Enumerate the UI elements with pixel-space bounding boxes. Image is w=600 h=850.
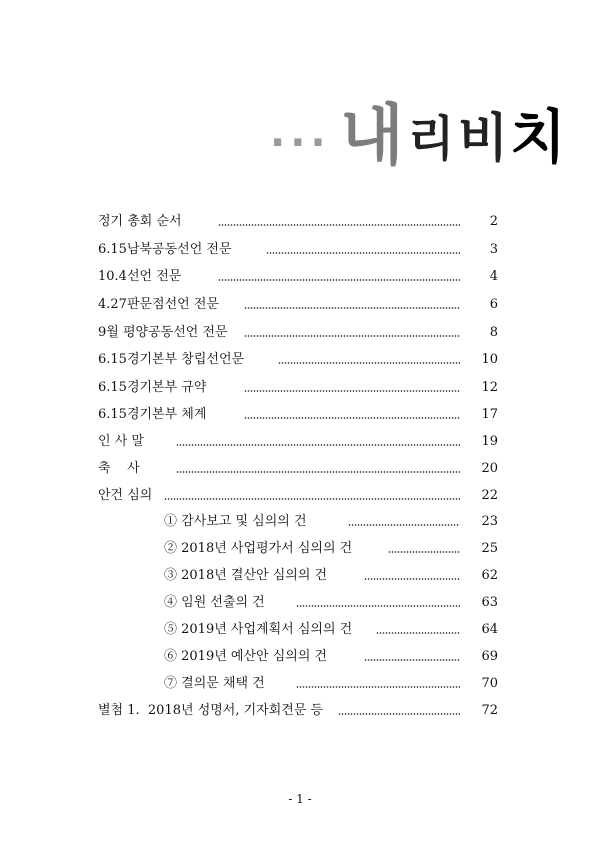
- toc-leader-dots: [348, 524, 460, 526]
- toc-page: 63: [481, 595, 498, 610]
- toc-label: 안건 심의: [98, 488, 153, 503]
- toc-entry[interactable]: [0, 432, 600, 452]
- toc-page: 64: [481, 622, 498, 637]
- toc-leader-dots: [266, 252, 460, 254]
- toc-leader-dots: [244, 307, 460, 309]
- toc-label: ② 2018년 사업평가서 심의의 건: [164, 541, 353, 556]
- toc-leader-dots: [296, 686, 460, 688]
- toc-entry[interactable]: [0, 295, 600, 315]
- toc-entry[interactable]: [0, 701, 600, 721]
- toc-label: ⑥ 2019년 예산안 심의의 건: [164, 649, 328, 664]
- toc-leader-dots: [176, 471, 460, 473]
- toc-leader-dots: [296, 605, 460, 607]
- toc-leader-dots: [278, 362, 460, 364]
- toc-entry[interactable]: [0, 620, 600, 640]
- toc-label: 6.15경기본부 창립선언문: [98, 352, 245, 367]
- toc-label: 4.27판문점선언 전문: [98, 297, 219, 312]
- toc-label: 인 사 말: [98, 434, 144, 449]
- toc-entry[interactable]: [0, 674, 600, 694]
- toc-entry[interactable]: [0, 486, 600, 506]
- toc-leader-dots: [164, 498, 460, 500]
- title-char-2: 리: [408, 111, 455, 167]
- toc-page: 10: [481, 352, 498, 367]
- toc-label: ⑤ 2019년 사업계획서 심의의 건: [164, 622, 353, 637]
- toc-entry[interactable]: [0, 566, 600, 586]
- toc-leader-dots: [376, 632, 460, 634]
- toc-entry[interactable]: [0, 323, 600, 343]
- toc-label: 10.4선언 전문: [98, 269, 182, 284]
- toc-leader-dots: [244, 335, 460, 337]
- toc-label: ⑦ 결의문 채택 건: [164, 676, 265, 691]
- toc-label: 축 사: [98, 461, 140, 476]
- toc-leader-dots: [338, 713, 460, 715]
- toc-page: 17: [481, 407, 498, 422]
- toc-label: ④ 임원 선출의 건: [164, 595, 265, 610]
- title-char-4: 치: [510, 103, 567, 171]
- toc-entry[interactable]: [0, 405, 600, 425]
- toc-page: 3: [489, 242, 498, 257]
- toc-page: 69: [481, 649, 498, 664]
- toc-page: 23: [481, 514, 498, 529]
- toc-page: 20: [481, 461, 498, 476]
- toc-label: 6.15경기본부 규약: [98, 380, 207, 395]
- toc-page: 6: [489, 297, 498, 312]
- toc-page: 25: [481, 541, 498, 556]
- toc-label: 정기 총회 순서: [98, 214, 182, 229]
- toc-page: 70: [481, 676, 498, 691]
- toc-page: 72: [481, 703, 498, 718]
- toc-entry[interactable]: [0, 593, 600, 613]
- toc-page: 4: [489, 269, 498, 284]
- toc-page: 2: [489, 214, 498, 229]
- toc-label: ① 감사보고 및 심의의 건: [164, 514, 307, 529]
- toc-leader-dots: [388, 551, 460, 553]
- toc-leader-dots: [364, 578, 460, 580]
- toc-label: 9월 평양공동선언 전문: [98, 325, 228, 340]
- title-char-3: 비: [458, 109, 509, 169]
- toc-leader-dots: [244, 390, 460, 392]
- toc-entry[interactable]: [0, 459, 600, 479]
- toc-label: 6.15남북공동선언 전문: [98, 242, 232, 257]
- toc-leader-dots: [176, 444, 460, 446]
- toc-page: 12: [481, 380, 498, 395]
- toc-entry[interactable]: [0, 240, 600, 260]
- toc-entry[interactable]: [0, 212, 600, 232]
- page-number: - 1 -: [288, 792, 312, 806]
- toc-entry[interactable]: [0, 378, 600, 398]
- toc-label: ③ 2018년 결산안 심의의 건: [164, 568, 328, 583]
- toc-page: 19: [481, 434, 498, 449]
- title-ellipsis: ...: [270, 110, 331, 156]
- toc-leader-dots: [364, 659, 460, 661]
- toc-page: 8: [489, 325, 498, 340]
- toc-page: 62: [481, 568, 498, 583]
- toc-label: 6.15경기본부 체계: [98, 407, 207, 422]
- toc-page: 22: [481, 488, 498, 503]
- toc-leader-dots: [218, 224, 460, 226]
- toc-leader-dots: [244, 417, 460, 419]
- toc-entry[interactable]: [0, 512, 600, 532]
- toc-entry[interactable]: [0, 539, 600, 559]
- toc-entry[interactable]: [0, 267, 600, 287]
- toc-entry[interactable]: [0, 647, 600, 667]
- title-char-1: 내: [340, 97, 404, 174]
- document-title: [270, 88, 567, 174]
- toc-label: 별첨 1. 2018년 성명서, 기자회견문 등: [98, 703, 324, 718]
- toc-entry[interactable]: [0, 350, 600, 370]
- toc-leader-dots: [218, 279, 460, 281]
